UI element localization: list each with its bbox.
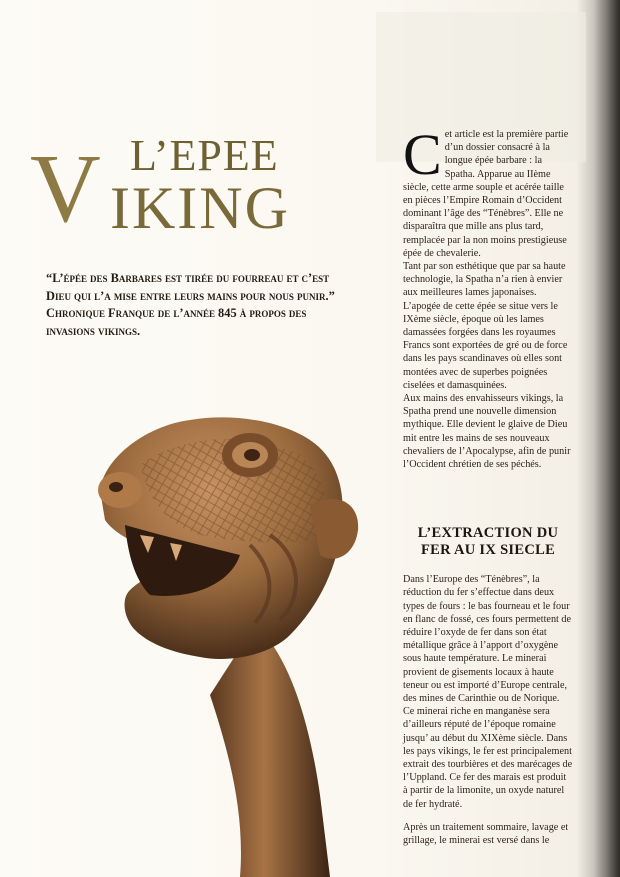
drop-cap: C — [403, 122, 442, 187]
paragraph: Dans l’Europe des “Ténèbres”, la réduction du fer s’effectue dans deux types de fours : le bas fourneau et le four en flanc de fossé, ces fours permettent de réduire l’oxyde de fer dans son état métallique grâce à l’apport d’oxygène sous haute température. Le minerai provient de gisements locaux à haute teneur ou est importé d’Europe centrale, des mines de Carinthie ou de Norique. Ce minerai riche en manganèse sera d’ailleurs réputé de l’époque romaine jusqu’ au début du XIXème siècle. Dans les pays vikings, le fer est principalement extrait des tourbières et des marécages de l’Uppland. Ce fer des marais est produit à partir de la limonite, un oxyde naturel de fer hydraté. — [403, 574, 573, 810]
article-column-section — [403, 563, 573, 858]
paragraph: Après un traitement sommaire, lavage et grillage, le minerai est versé dans le — [403, 822, 569, 847]
carved-dragon-head-image — [80, 395, 390, 877]
title-initial: V — [30, 135, 101, 243]
pull-quote: “L’épée des Barbares est tirée du fourreau et c’est Dieu qui l’a mise entre leurs mains pour nous punir.” Chronique Franque de l’année 845 à propos des invasions vikings. — [46, 271, 335, 338]
title-line-1: L’EPEE — [130, 131, 279, 180]
article-column-intro — [403, 122, 573, 471]
page-binding-shadow — [594, 0, 620, 877]
article-title — [30, 130, 370, 243]
paragraph: et article est la première partie d’un dossier consacré à la longue épée barbare : la Spatha. Apparue au IIème siècle, cette arme souple et acérée taille en pièces l’Empire Romain d’Occident dominant l’âge des “Ténèbres”. Elle ne disparaîtra que mille ans plus tard, remplacée par la non moins prestigieuse épée de chevalerie. — [403, 129, 569, 259]
section-heading: L’EXTRACTION DU FER AU IX SIECLE — [417, 525, 559, 558]
paragraph: Tant par son esthétique que par sa haute technologie, la Spatha n’a rien à envier aux meilleures lames japonaises. L’apogée de cette épée se situe vers le IXème siècle, époque où les lames damassées forgées dans les royaumes Francs sont exportées de gré ou de force dans les pays scandinaves où elles sont montées avec de superbes poignées ciselées et damasquinées. — [403, 261, 568, 391]
paragraph: Aux mains des envahisseurs vikings, la Spatha prend une nouvelle dimension mythique. Elle devient le glaive de Dieu mit entre les mains de ses nouveaux chevaliers de l’Apocalypse, afin de punir l’Occident chrétien de ses péchés. — [403, 393, 571, 471]
title-line-2: IKING — [110, 175, 290, 241]
